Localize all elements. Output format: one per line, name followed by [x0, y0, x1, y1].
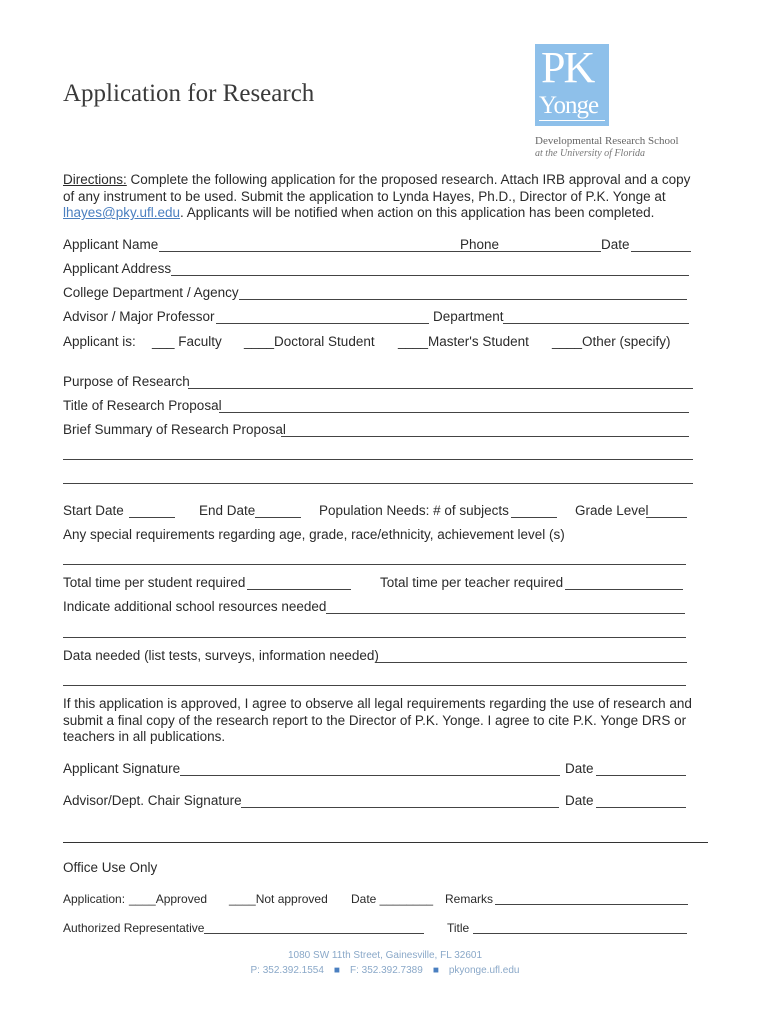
- applicant-name-label: Applicant Name: [63, 237, 159, 252]
- applicant-signature-field[interactable]: [180, 775, 560, 776]
- advisor-signature-row: [63, 793, 693, 811]
- date-label: Date: [601, 237, 630, 252]
- applicant-signature-label: Applicant Signature: [63, 761, 181, 776]
- resources-line-2[interactable]: [63, 637, 686, 638]
- population-field[interactable]: [511, 517, 557, 518]
- footer-separator-icon: ■: [333, 965, 340, 976]
- applicant-address-field[interactable]: [171, 275, 689, 276]
- summary-row: [63, 422, 693, 440]
- footer-web[interactable]: pkyonge.ufl.edu: [448, 965, 520, 976]
- approved-option[interactable]: ____Approved: [129, 892, 208, 906]
- time-student-label: Total time per student required: [63, 575, 246, 590]
- directions-label: Directions:: [63, 172, 127, 187]
- directions-paragraph: [63, 172, 703, 222]
- applicant-address-row: [63, 261, 693, 279]
- time-required-row: [63, 575, 693, 593]
- schedule-row: [63, 503, 693, 521]
- summary-line-2[interactable]: [63, 459, 693, 460]
- resources-field[interactable]: [326, 613, 685, 614]
- agreement-paragraph: If this application is approved, I agree to observe all legal requirements regarding the use of research and submit a final copy of the research report to the Director of P.K. Yonge. I agree to cite P.K. Yonge DRS or teachers in all publications.: [63, 696, 692, 744]
- advisor-signature-date-field[interactable]: [596, 807, 686, 808]
- resources-row: [63, 599, 693, 617]
- special-requirements-row: [63, 527, 693, 545]
- logo-subtitle-2: at the University of Florida: [535, 148, 645, 159]
- summary-line-3[interactable]: [63, 483, 693, 484]
- logo-underline: [539, 120, 605, 121]
- phone-label: Phone: [460, 237, 500, 252]
- data-needed-field[interactable]: [375, 662, 687, 663]
- date-field[interactable]: [631, 251, 691, 252]
- summary-label: Brief Summary of Research Proposal: [63, 422, 286, 437]
- purpose-field[interactable]: [188, 388, 693, 389]
- college-department-row: [63, 285, 693, 303]
- remarks-field[interactable]: [495, 904, 688, 905]
- title-proposal-row: [63, 398, 693, 416]
- purpose-label: Purpose of Research: [63, 374, 190, 389]
- not-approved-option[interactable]: ____Not approved: [229, 892, 328, 906]
- footer-fax: F: 352.392.7389: [349, 965, 423, 976]
- purpose-row: [63, 374, 693, 392]
- footer-separator-icon: ■: [432, 965, 439, 976]
- office-title-label: Title: [447, 921, 470, 935]
- doctoral-student-option[interactable]: ____Doctoral Student: [244, 334, 375, 349]
- applicant-is-label: Applicant is:: [63, 334, 136, 349]
- advisor-row: [63, 309, 693, 327]
- office-application-row: [63, 892, 693, 910]
- directions-text-end: . Applicants will be notified when action on this application has been completed.: [180, 205, 655, 220]
- office-application-label: Application:: [63, 892, 126, 906]
- resources-label: Indicate additional school resources needed: [63, 599, 327, 614]
- time-teacher-label: Total time per teacher required: [380, 575, 564, 590]
- title-proposal-field[interactable]: [219, 412, 689, 413]
- college-department-field[interactable]: [239, 299, 687, 300]
- office-title-field[interactable]: [473, 933, 687, 934]
- logo-pk-text: PK: [541, 43, 594, 92]
- advisor-signature-field[interactable]: [241, 807, 559, 808]
- directions-text: Complete the following application for the proposed research. Attach IRB approval and a copy of any instrument to be used. Submit the application to Lynda Hayes, Ph.D., Director of P.K. Yonge at: [63, 172, 691, 204]
- population-label: Population Needs: # of subjects: [319, 503, 509, 518]
- college-department-label: College Department / Agency: [63, 285, 239, 300]
- page-title: Application for Research: [63, 80, 315, 107]
- email-link[interactable]: lhayes@pky.ufl.edu: [63, 205, 181, 220]
- masters-student-option[interactable]: ____Master's Student: [398, 334, 529, 349]
- footer-address: 1080 SW 11th Street, Gainesville, FL 32601: [288, 950, 482, 961]
- grade-level-label: Grade Level: [575, 503, 649, 518]
- office-use-heading-row: [63, 860, 693, 878]
- authorized-field[interactable]: [204, 933, 424, 934]
- advisor-label: Advisor / Major Professor: [63, 309, 215, 324]
- time-student-field[interactable]: [247, 589, 351, 590]
- start-date-field[interactable]: [129, 517, 175, 518]
- section-divider: [63, 842, 708, 843]
- data-needed-row: [63, 648, 693, 666]
- applicant-signature-row: [63, 761, 693, 779]
- remarks-label: Remarks: [445, 892, 494, 906]
- department-label: Department: [433, 309, 504, 324]
- pk-yonge-logo: [535, 44, 609, 126]
- office-date-field[interactable]: Date ________: [351, 892, 434, 906]
- applicant-signature-date-field[interactable]: [596, 775, 686, 776]
- data-needed-label: Data needed (list tests, surveys, information needed): [63, 648, 379, 663]
- advisor-signature-label: Advisor/Dept. Chair Signature: [63, 793, 242, 808]
- footer-phone: P: 352.392.1554: [250, 965, 324, 976]
- start-date-label: Start Date: [63, 503, 124, 518]
- faculty-option[interactable]: ___ Faculty: [152, 334, 222, 349]
- end-date-field[interactable]: [255, 517, 301, 518]
- advisor-field[interactable]: [216, 323, 429, 324]
- applicant-address-label: Applicant Address: [63, 261, 172, 276]
- grade-level-field[interactable]: [646, 517, 687, 518]
- end-date-label: End Date: [199, 503, 256, 518]
- applicant-signature-date-label: Date: [565, 761, 594, 776]
- title-proposal-label: Title of Research Proposal: [63, 398, 222, 413]
- footer-contact: [0, 965, 770, 976]
- logo-subtitle: Developmental Research School: [535, 135, 679, 147]
- data-needed-line-2[interactable]: [63, 685, 686, 686]
- authorized-label: Authorized Representative: [63, 921, 205, 935]
- authorized-row: [63, 921, 693, 939]
- other-option[interactable]: ____Other (specify): [552, 334, 671, 349]
- time-teacher-field[interactable]: [565, 589, 683, 590]
- applicant-name-row: [63, 237, 693, 255]
- phone-field[interactable]: [497, 251, 601, 252]
- advisor-signature-date-label: Date: [565, 793, 594, 808]
- special-requirements-label: Any special requirements regarding age, grade, race/ethnicity, achievement level (s): [63, 527, 565, 542]
- special-requirements-field[interactable]: [63, 564, 686, 565]
- office-use-heading: Office Use Only: [63, 860, 158, 875]
- department-field[interactable]: [503, 323, 689, 324]
- applicant-type-row: [63, 334, 693, 352]
- logo-yonge-text: Yonge: [539, 92, 599, 119]
- summary-field[interactable]: [281, 436, 689, 437]
